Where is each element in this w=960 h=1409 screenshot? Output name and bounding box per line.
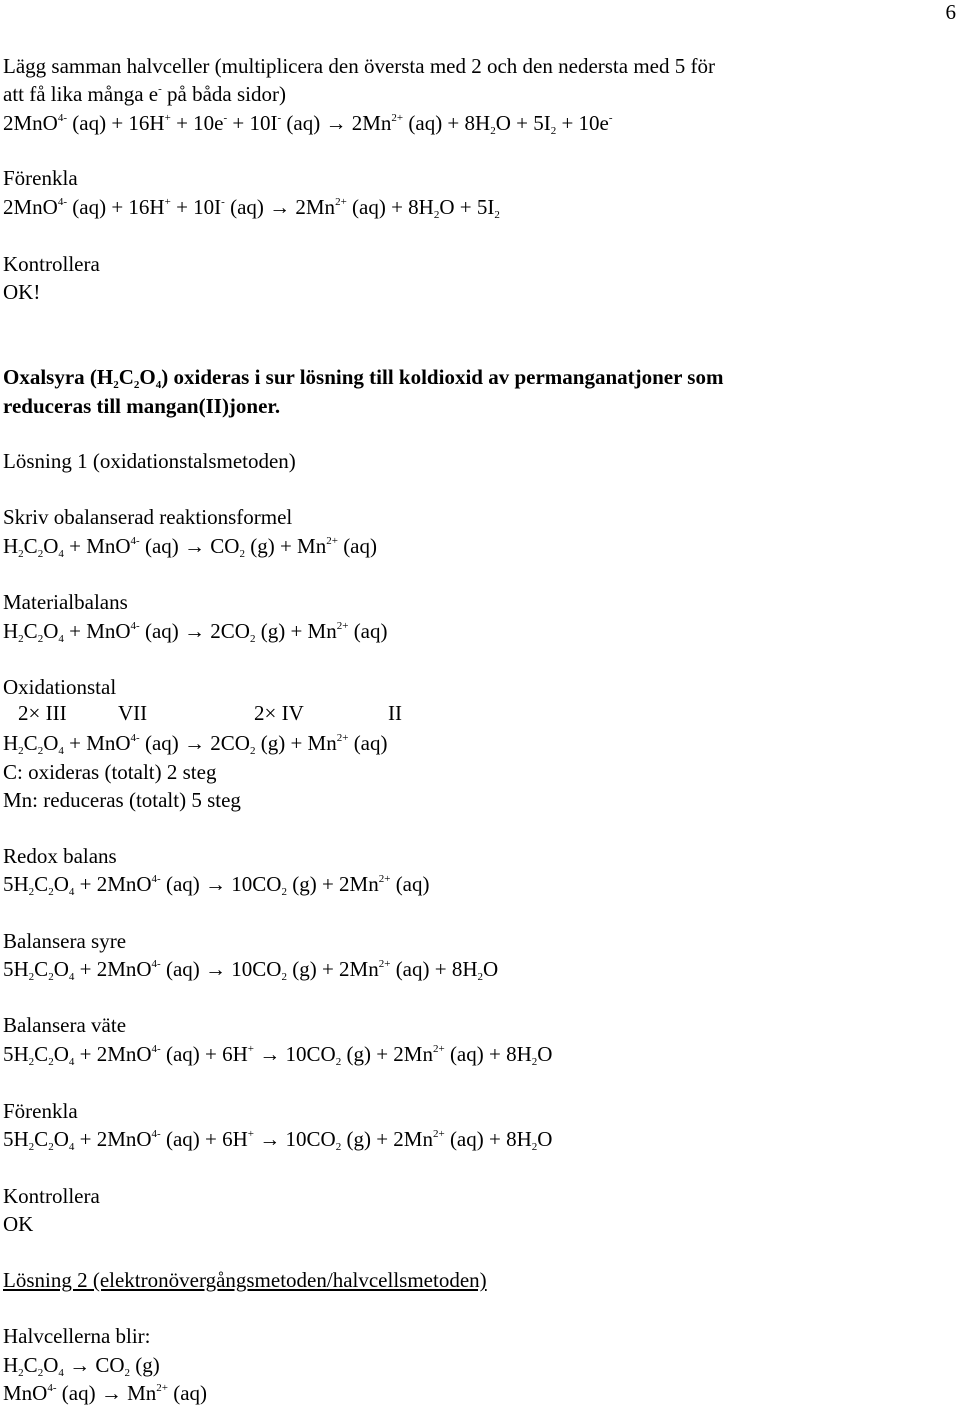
line-eq-simplified-1: 2MnO$^{4-}$ (aq) + 16H+ + 10I- $(aq) \to 2Mn^{2+}$ $(aq) + 8H_2O + 5I_2$ [3,195,500,221]
line-step-unbalanced: Skriv obalanserad reaktionsformel [3,505,293,529]
line-half-cells-heading: Halvcellerna blir: [3,1324,151,1348]
line-eq-material: $H_2C_2O_4 + MnO^{4-}$ $(aq) \to 2CO_2$ $(g) + Mn^{2+}$ (aq) [3,619,388,645]
line-eq-simplified-2: $5H_2C_2O_4 + 2MnO^{4-}$ $(aq) + 6H^+ \to 10CO_2$ $(g) + 2Mn^{2+}$ $(aq) + 8H_2O$ [3,1127,553,1153]
line-mn-reduced: Mn: reduceras (totalt) 5 steg [3,788,241,812]
line-step-redox: Redox balans [3,844,117,868]
line-step-oxygen: Balansera syre [3,929,127,953]
line-solution-1-heading: Lösning 1 (oxidationstalsmetoden) [3,449,296,473]
line-problem-1: Oxalsyra $(H_2C_2O_4)$ oxideras i sur lösning till koldioxid av permanganatjoner som [3,365,724,391]
line-solution-2-heading: Lösning 2 (elektronövergångsmetoden/halvcellsmetoden) [3,1268,487,1292]
line-simplify-heading-2: Förenkla [3,1099,78,1123]
line-check-result-2: OK [3,1212,34,1236]
line-eq-oxnum: $H_2C_2O_4 + MnO^{4-}$ $(aq) \to 2CO_2$ $(g) + Mn^{2+}$ (aq) [3,731,388,757]
line-half-cell-2: MnO$^{4-}$ $(aq) \to Mn^{2+}$ (aq) [3,1381,208,1405]
line-problem-2: reduceras till mangan(II)joner. [3,394,281,418]
line-step-oxnum: Oxidationstal [3,675,117,699]
line-intro-1: Lägg samman halvceller (multiplicera den översta med 2 och den nedersta med 5 för [3,54,715,78]
page-number: 6 [945,0,956,24]
line-half-cell-1: $H_2C_2O_4 \to CO_2$ (g) [3,1353,160,1379]
line-check-result-1: OK! [3,280,41,304]
line-eq-redox: $5H_2C_2O_4 + 2MnO^{4-}$ $(aq) \to 10CO_2$ $(g) + 2Mn^{2+}$ (aq) [3,872,430,898]
line-eq-unbalanced: $H_2C_2O_4 + MnO^{4-}$ $(aq) \to CO_2$ $(g) + Mn^{2+}$ (aq) [3,534,377,560]
line-step-material: Materialbalans [3,590,128,614]
line-check-heading-1: Kontrollera [3,252,100,276]
oxidation-number-mn-reactant: VII [118,701,148,725]
line-step-hydrogen: Balansera väte [3,1013,127,1037]
line-simplify-heading-1: Förenkla [3,166,78,190]
line-c-oxidized: C: oxideras (totalt) 2 steg [3,760,217,784]
oxidation-number-c-reactant: 2× III [18,701,67,725]
line-intro-2: att få lika många e- på båda sidor) [3,82,286,106]
line-eq-sum: 2MnO$^{4-}$ (aq) + 16H+ + 10e- + 10I- $(aq) \to 2Mn^{2+}$ $(aq) + 8H_2O + 5I_2 + 10e^-$ [3,111,613,137]
oxidation-number-c-product: 2× IV [254,701,304,725]
oxidation-number-mn-product: II [388,701,402,725]
line-check-heading-2: Kontrollera [3,1184,100,1208]
line-eq-oxygen: $5H_2C_2O_4 + 2MnO^{4-}$ $(aq) \to 10CO_2$ $(g) + 2Mn^{2+}$ $(aq) + 8H_2O$ [3,957,499,983]
line-eq-hydrogen: $5H_2C_2O_4 + 2MnO^{4-}$ $(aq) + 6H^+ \to 10CO_2$ $(g) + 2Mn^{2+}$ $(aq) + 8H_2O$ [3,1042,553,1068]
